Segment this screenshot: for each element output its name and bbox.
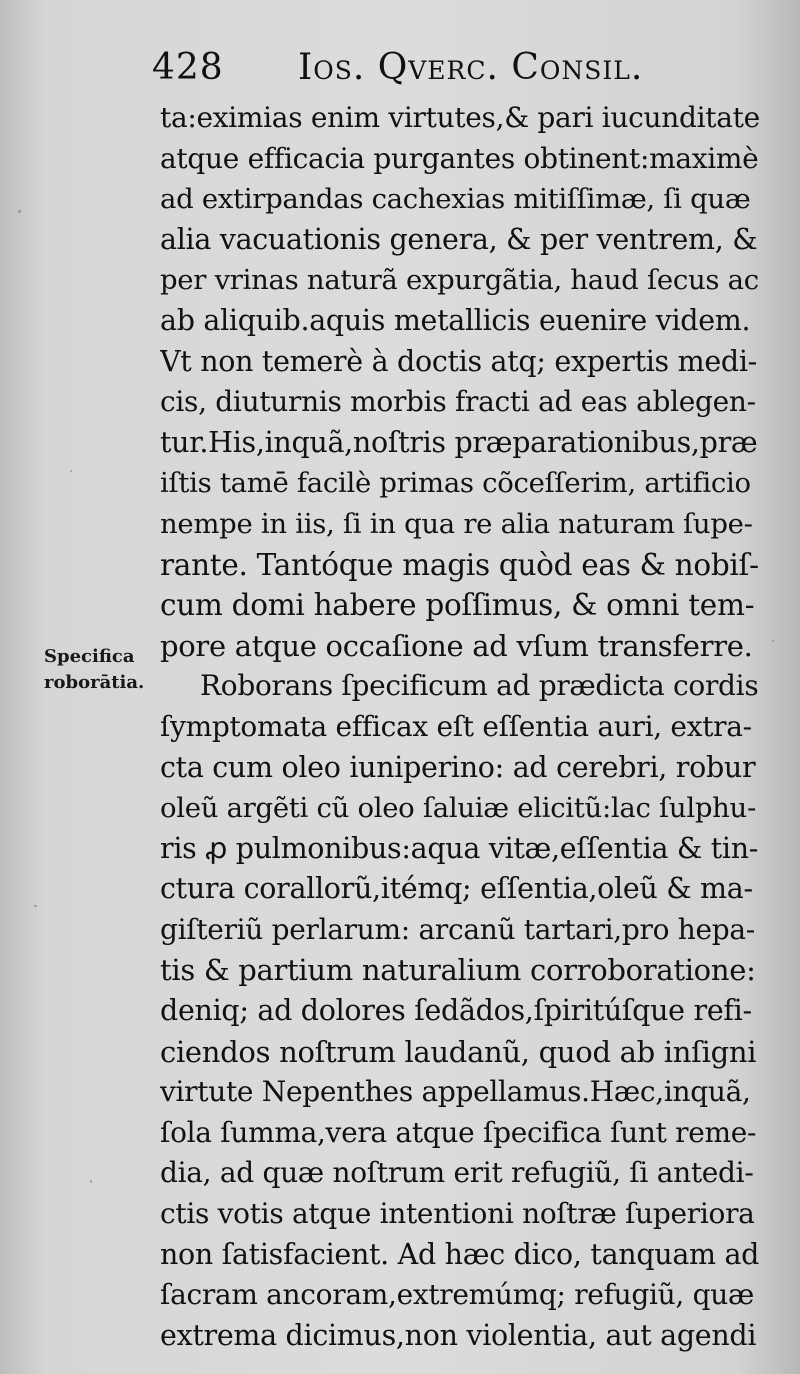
text-line: ctura corallorũ,itémq; eſſentia,oleũ & ma-	[160, 872, 753, 906]
text-line: ctis votis atque intentioni noſtræ ſuperiora	[160, 1197, 755, 1231]
text-line: dia, ad quæ noſtrum erit refugiũ, ſi antedi-	[160, 1156, 754, 1190]
text-line: virtute Nepenthes appellamus.Hæc,inquã,	[160, 1075, 751, 1109]
text-line: ad extirpandas cachexias mitiſſimæ, ſi quæ	[160, 183, 751, 216]
paper-speck	[18, 210, 21, 213]
paper-speck	[34, 905, 37, 907]
text-line: alia vacuationis genera, & per ventrem, &	[160, 222, 758, 256]
marginal-note	[44, 644, 156, 696]
text-line: oleũ argẽti cũ oleo ſaluiæ elicitũ:lac ſulphu-	[160, 792, 756, 825]
text-line: tur.His,inquã,noſtris præparationibus,præ	[160, 425, 758, 459]
marginal-note-line: roborātia.	[44, 672, 145, 693]
text-line: ſacram ancoram,extremúmq; refugiũ, quæ	[160, 1278, 754, 1312]
text-line: nempe in iis, ſi in qua re alia naturam ſupe-	[160, 507, 753, 540]
paper-speck	[90, 1180, 92, 1183]
text-line: cis, diuturnis morbis fracti ad eas ablegen-	[160, 385, 756, 419]
text-line: ſymptomata efficax eſt eſſentia auri, extra-	[160, 709, 752, 743]
text-line: deniq; ad dolores ſedãdos,ſpiritúſque refi-	[160, 994, 752, 1028]
text-line: ab aliquib.aquis metallicis euenire videm.	[160, 303, 751, 337]
text-line: ris ꝓ pulmonibus:aqua vitæ,eſſentia & tin-	[160, 831, 759, 865]
text-line: rante. Tantóque magis quòd eas & nobiſ-	[160, 547, 759, 582]
body-text	[160, 98, 760, 1356]
marginal-note-line: Specifica	[44, 646, 135, 667]
text-line: iſtis tamē facilè primas cõceſſerim, artificio	[160, 467, 751, 500]
text-line: ciendos noſtrum laudanũ, quod ab inſigni	[160, 1034, 757, 1069]
text-line: Vt non temerè à doctis atq; expertis medi-	[160, 344, 758, 378]
text-line: tis & partium naturalium corroboratione:	[160, 953, 756, 988]
running-head	[152, 46, 672, 90]
text-line: ſola ſumma,vera atque ſpecifica ſunt reme-	[160, 1115, 757, 1149]
text-line: Roborans ſpecificum ad prædicta cordis	[200, 669, 759, 703]
text-line: non ſatisfacient. Ad hæc dico, tanquam ad	[160, 1237, 760, 1271]
paper-speck	[772, 640, 774, 642]
text-line: extrema dicimus,non violentia, aut agendi	[160, 1318, 757, 1352]
text-line: cta cum oleo iuniperino: ad cerebri, robur	[160, 750, 756, 784]
text-line: pore atque occaſione ad vſum transferre.	[160, 628, 753, 663]
text-line: giſteriũ perlarum: arcanũ tartari,pro hepa-	[160, 912, 755, 946]
text-line: ta:eximias enim virtutes,& pari iucunditate	[160, 101, 760, 134]
text-line: per vrinas naturã expurgãtia, haud ſecus ac	[160, 264, 759, 297]
paper-speck	[70, 470, 72, 472]
text-line: cum domi habere poſſimus, & omni tem-	[160, 588, 755, 623]
running-title: Ios. Qverc. Consil.	[298, 47, 644, 88]
page-number: 428	[152, 47, 224, 88]
text-line: atque efficacia purgantes obtinent:maximè	[160, 141, 759, 175]
